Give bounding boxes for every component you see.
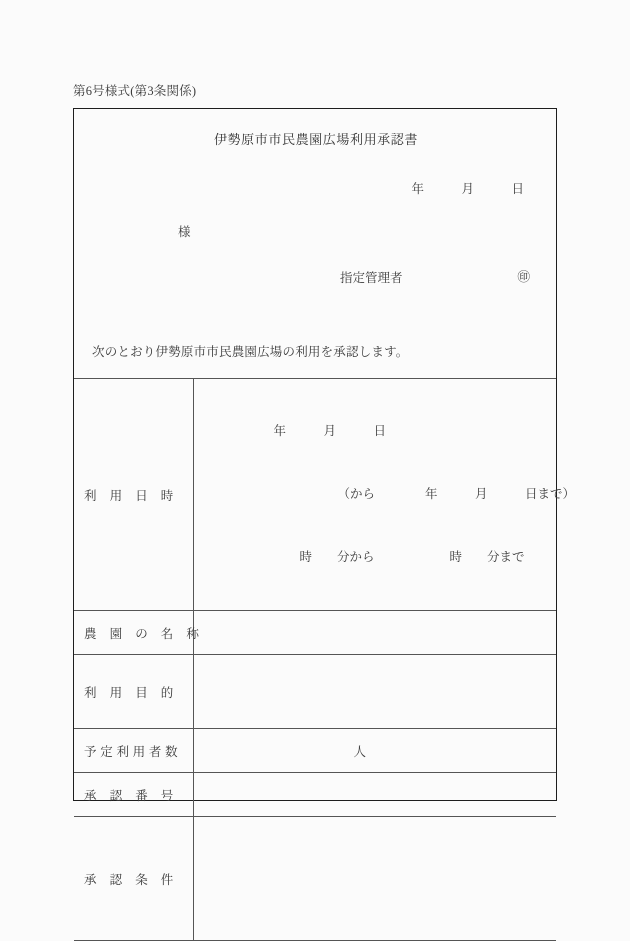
row-label-usage-datetime: 利 用 日 時 xyxy=(74,379,193,611)
addressee-field: 様 xyxy=(178,225,191,239)
usage-time-line: 時 分から 時 分まで xyxy=(299,550,525,564)
usage-period-line: （から 年 月 日まで） xyxy=(337,487,576,501)
row-value-usage-datetime[interactable] xyxy=(193,379,576,611)
row-value-approval-terms[interactable] xyxy=(193,817,556,941)
table-row xyxy=(74,773,556,817)
body-sentence: 次のとおり伊勢原市市民農園広場の利用を承認します。 xyxy=(92,345,409,359)
row-value-expected-users[interactable]: 人 xyxy=(193,729,556,773)
usage-date-line: 年 月 日 xyxy=(273,424,387,438)
form-number-label: 第6号様式(第3条関係) xyxy=(73,84,197,98)
row-label-usage-purpose: 利 用 目 的 xyxy=(74,655,193,729)
table-row xyxy=(74,379,556,611)
row-label-expected-users: 予 定 利 用 者 数 xyxy=(74,729,193,773)
table-row xyxy=(74,611,556,655)
table-row xyxy=(74,655,556,729)
row-label-approval-terms: 承 認 条 件 xyxy=(74,817,193,941)
manager-row xyxy=(340,268,530,286)
table-row xyxy=(74,817,556,941)
document-title: 伊勢原市市民農園広場利用承認書 xyxy=(213,132,418,147)
date-field: 年 月 日 xyxy=(411,182,524,196)
row-value-usage-purpose[interactable] xyxy=(193,655,556,729)
row-value-farm-name[interactable] xyxy=(193,611,556,655)
form-frame xyxy=(73,108,576,887)
application-table xyxy=(74,378,576,941)
manager-label: 指定管理者 xyxy=(340,271,403,285)
seal-icon: ㊞ xyxy=(517,269,530,284)
table-row xyxy=(74,729,556,773)
row-label-farm-name: 農 園 の 名 称 xyxy=(74,611,193,655)
row-value-approval-number[interactable] xyxy=(193,773,556,817)
row-label-approval-number: 承 認 番 号 xyxy=(74,773,193,817)
